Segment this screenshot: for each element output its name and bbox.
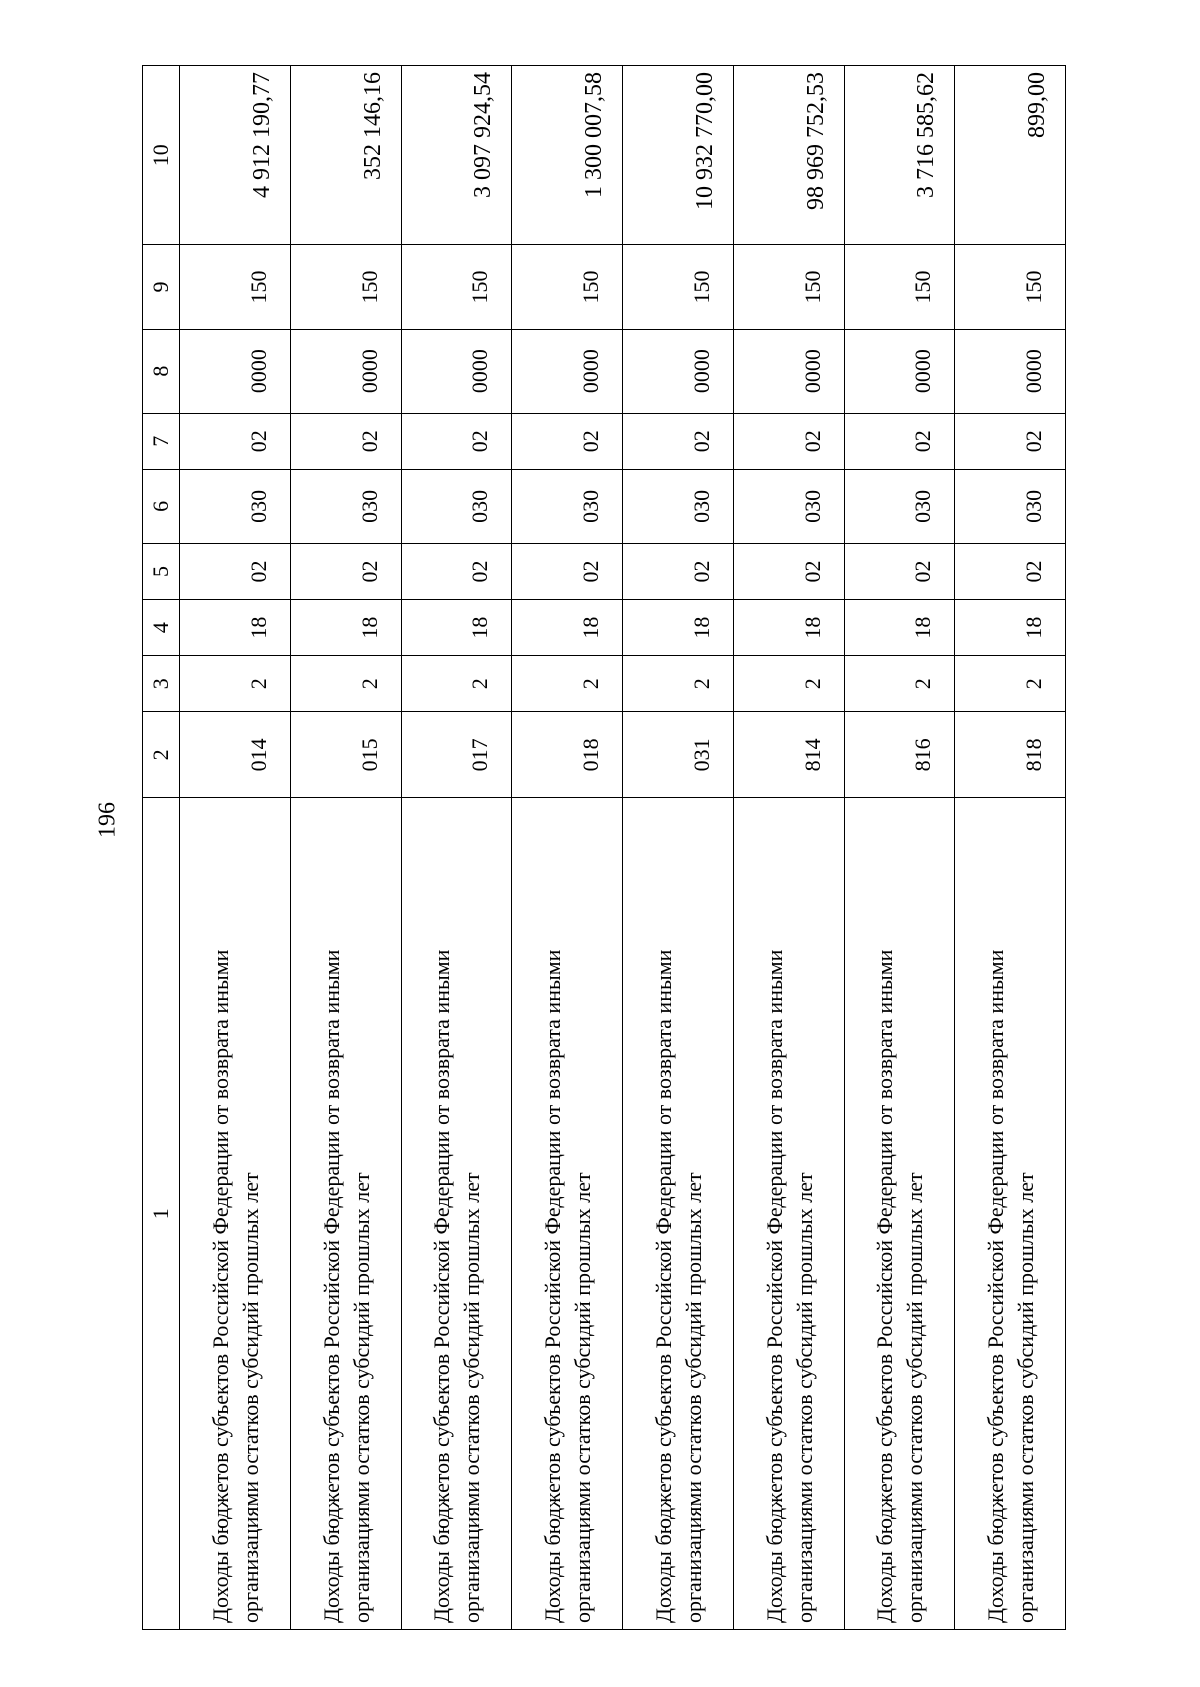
code-admin: 018 <box>512 712 623 798</box>
code-admin: 031 <box>623 712 734 798</box>
code-program: 0000 <box>290 329 401 413</box>
code-subgroup: 18 <box>844 600 955 656</box>
code-economic: 150 <box>955 245 1066 329</box>
code-element: 02 <box>180 413 291 469</box>
code-group: 2 <box>955 656 1066 712</box>
table-row <box>401 66 512 1630</box>
code-group: 2 <box>180 656 291 712</box>
row-amount: 98 969 752,53 <box>733 66 844 245</box>
code-subarticle: 030 <box>290 469 401 543</box>
code-element: 02 <box>623 413 734 469</box>
row-amount: 4 912 190,77 <box>180 66 291 245</box>
code-element: 02 <box>401 413 512 469</box>
code-article: 02 <box>733 543 844 599</box>
table-row <box>733 66 844 1630</box>
table-body <box>180 66 1066 1630</box>
code-article: 02 <box>512 543 623 599</box>
budget-table <box>142 65 1066 1630</box>
code-program: 0000 <box>733 329 844 413</box>
row-amount: 1 300 007,58 <box>512 66 623 245</box>
code-economic: 150 <box>290 245 401 329</box>
code-economic: 150 <box>844 245 955 329</box>
header-col-5: 5 <box>143 543 180 599</box>
code-article: 02 <box>955 543 1066 599</box>
code-economic: 150 <box>512 245 623 329</box>
code-article: 02 <box>180 543 291 599</box>
row-description: Доходы бюджетов субъектов Российской Федерации от возврата иными организациями остатков субсидий прошлых лет <box>401 798 512 1630</box>
code-element: 02 <box>844 413 955 469</box>
code-subarticle: 030 <box>512 469 623 543</box>
table-row <box>512 66 623 1630</box>
code-program: 0000 <box>955 329 1066 413</box>
row-amount: 352 146,16 <box>290 66 401 245</box>
code-group: 2 <box>844 656 955 712</box>
code-element: 02 <box>512 413 623 469</box>
code-program: 0000 <box>180 329 291 413</box>
code-article: 02 <box>290 543 401 599</box>
row-description: Доходы бюджетов субъектов Российской Федерации от возврата иными организациями остатков субсидий прошлых лет <box>290 798 401 1630</box>
code-admin: 017 <box>401 712 512 798</box>
table-row <box>844 66 955 1630</box>
table-row <box>290 66 401 1630</box>
code-subarticle: 030 <box>733 469 844 543</box>
header-col-6: 6 <box>143 469 180 543</box>
code-subarticle: 030 <box>401 469 512 543</box>
code-economic: 150 <box>623 245 734 329</box>
code-program: 0000 <box>623 329 734 413</box>
code-subgroup: 18 <box>180 600 291 656</box>
row-description: Доходы бюджетов субъектов Российской Федерации от возврата иными организациями остатков субсидий прошлых лет <box>733 798 844 1630</box>
row-amount: 10 932 770,00 <box>623 66 734 245</box>
code-subgroup: 18 <box>290 600 401 656</box>
code-group: 2 <box>290 656 401 712</box>
table-header-row <box>143 66 180 1630</box>
code-article: 02 <box>623 543 734 599</box>
code-admin: 818 <box>955 712 1066 798</box>
code-subarticle: 030 <box>844 469 955 543</box>
row-description: Доходы бюджетов субъектов Российской Федерации от возврата иными организациями остатков субсидий прошлых лет <box>955 798 1066 1630</box>
code-admin: 014 <box>180 712 291 798</box>
code-subgroup: 18 <box>733 600 844 656</box>
table-row <box>955 66 1066 1630</box>
code-article: 02 <box>844 543 955 599</box>
row-description: Доходы бюджетов субъектов Российской Федерации от возврата иными организациями остатков субсидий прошлых лет <box>844 798 955 1630</box>
header-col-8: 8 <box>143 329 180 413</box>
header-col-1: 1 <box>143 798 180 1630</box>
code-admin: 015 <box>290 712 401 798</box>
header-col-2: 2 <box>143 712 180 798</box>
code-subgroup: 18 <box>512 600 623 656</box>
code-program: 0000 <box>844 329 955 413</box>
row-amount: 899,00 <box>955 66 1066 245</box>
header-col-3: 3 <box>143 656 180 712</box>
code-admin: 814 <box>733 712 844 798</box>
code-element: 02 <box>290 413 401 469</box>
code-program: 0000 <box>512 329 623 413</box>
code-group: 2 <box>401 656 512 712</box>
code-admin: 816 <box>844 712 955 798</box>
header-col-10: 10 <box>143 66 180 245</box>
code-group: 2 <box>512 656 623 712</box>
page-number: 196 <box>94 802 121 838</box>
code-subarticle: 030 <box>955 469 1066 543</box>
row-description: Доходы бюджетов субъектов Российской Федерации от возврата иными организациями остатков субсидий прошлых лет <box>512 798 623 1630</box>
code-element: 02 <box>955 413 1066 469</box>
header-col-7: 7 <box>143 413 180 469</box>
code-subgroup: 18 <box>401 600 512 656</box>
code-subarticle: 030 <box>180 469 291 543</box>
row-description: Доходы бюджетов субъектов Российской Федерации от возврата иными организациями остатков субсидий прошлых лет <box>623 798 734 1630</box>
row-amount: 3 097 924,54 <box>401 66 512 245</box>
header-col-9: 9 <box>143 245 180 329</box>
code-subarticle: 030 <box>623 469 734 543</box>
table-row <box>623 66 734 1630</box>
row-description: Доходы бюджетов субъектов Российской Федерации от возврата иными организациями остатков субсидий прошлых лет <box>180 798 291 1630</box>
code-element: 02 <box>733 413 844 469</box>
code-economic: 150 <box>401 245 512 329</box>
code-program: 0000 <box>401 329 512 413</box>
code-subgroup: 18 <box>955 600 1066 656</box>
code-economic: 150 <box>180 245 291 329</box>
header-col-4: 4 <box>143 600 180 656</box>
code-subgroup: 18 <box>623 600 734 656</box>
table-row <box>180 66 291 1630</box>
code-group: 2 <box>623 656 734 712</box>
table-container <box>142 65 1066 1630</box>
code-group: 2 <box>733 656 844 712</box>
row-amount: 3 716 585,62 <box>844 66 955 245</box>
code-article: 02 <box>401 543 512 599</box>
code-economic: 150 <box>733 245 844 329</box>
